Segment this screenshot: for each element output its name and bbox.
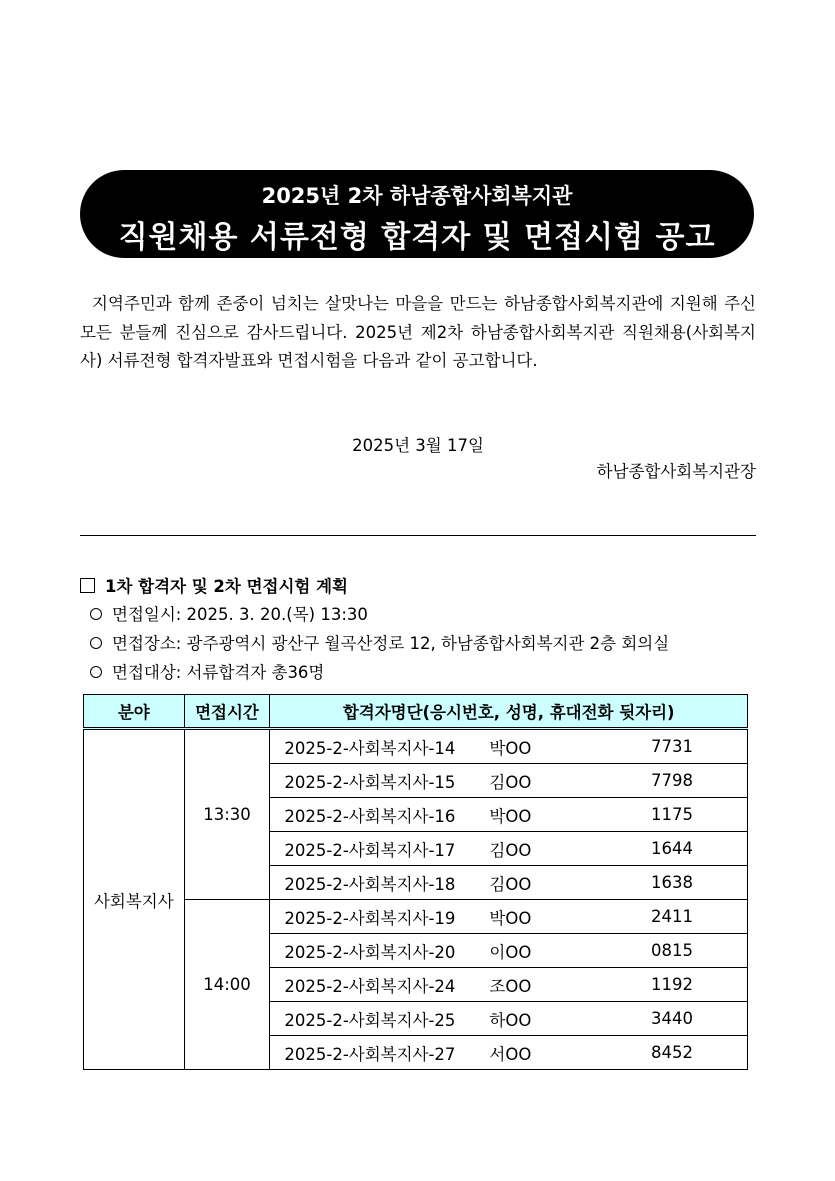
- applicant-cell: [270, 866, 748, 900]
- header-time: 면접시간: [184, 695, 270, 729]
- applicant-phone: 1175: [651, 805, 693, 824]
- circle-bullet-icon: [90, 666, 102, 678]
- applicant-id: 2025-2-사회복지사-16: [284, 806, 456, 826]
- applicant-phone: 1192: [651, 975, 693, 994]
- table-body: [84, 729, 748, 1070]
- applicant-id: 2025-2-사회복지사-19: [284, 908, 456, 928]
- section-heading-text: 1차 합격자 및 2차 면접시험 계획: [105, 577, 348, 596]
- applicant-id: 2025-2-사회복지사-24: [284, 976, 456, 996]
- checkbox-square-icon: [80, 578, 95, 593]
- plan-item-target: [90, 659, 324, 683]
- applicant-phone: 3440: [651, 1009, 693, 1028]
- time-cell: 14:00: [184, 900, 270, 1070]
- plan-item-text: 면접장소: 광주광역시 광산구 월곡산정로 12, 하남종합사회복지관 2층 회의실: [112, 634, 670, 653]
- applicant-id: 2025-2-사회복지사-17: [284, 840, 456, 860]
- applicant-entry: [270, 866, 747, 899]
- applicant-name: 김OO: [489, 772, 532, 792]
- header-list: 합격자명단(응시번호, 성명, 휴대전화 뒷자리): [270, 695, 748, 729]
- applicant-cell: [270, 764, 748, 798]
- field-cell: 사회복지사: [84, 729, 185, 1070]
- title-line-2: 직원채용 서류전형 합격자 및 면접시험 공고: [118, 220, 716, 255]
- applicant-cell: [270, 729, 748, 764]
- applicant-id: 2025-2-사회복지사-15: [284, 772, 456, 792]
- header-field: 분야: [84, 695, 185, 729]
- intro-paragraph: 지역주민과 함께 존중이 넘치는 살맛나는 마을을 만드는 하남종합사회복지관에 지원해 주신 모든 분들께 진심으로 감사드립니다. 2025년 제2차 하남종합사회복지관 직원채용(사회복지사) 서류전형 합격자발표와 면접시험을 다음과 같이 공고합니다.: [80, 294, 756, 370]
- circle-bullet-icon: [90, 637, 102, 649]
- applicant-id: 2025-2-사회복지사-20: [284, 942, 456, 962]
- announcement-date: 2025년 3월 17일: [352, 436, 484, 455]
- applicant-name: 박OO: [489, 738, 532, 758]
- applicant-cell: [270, 832, 748, 866]
- table-header-row: [84, 695, 748, 729]
- applicant-phone: 1644: [651, 839, 693, 858]
- applicant-id: 2025-2-사회복지사-25: [284, 1010, 456, 1030]
- signer-name: 하남종합사회복지관장: [596, 462, 756, 481]
- applicant-phone: 7731: [651, 737, 693, 756]
- applicant-entry: [270, 730, 747, 763]
- applicant-name: 서OO: [489, 1044, 532, 1064]
- plan-item-text: 면접대상: 서류합격자 총36명: [112, 663, 325, 682]
- applicant-cell: [270, 900, 748, 934]
- circle-bullet-icon: [90, 608, 102, 620]
- applicant-name: 박OO: [489, 806, 532, 826]
- applicant-phone: 8452: [651, 1043, 693, 1062]
- applicant-entry: [270, 798, 747, 831]
- applicant-id: 2025-2-사회복지사-14: [284, 738, 456, 758]
- applicant-entry: [270, 832, 747, 865]
- applicant-entry: [270, 764, 747, 797]
- divider: [80, 535, 756, 536]
- title-banner: [80, 170, 754, 258]
- applicant-cell: [270, 1002, 748, 1036]
- applicant-id: 2025-2-사회복지사-27: [284, 1044, 456, 1064]
- plan-item-location: [90, 630, 669, 654]
- plan-item-text: 면접일시: 2025. 3. 20.(목) 13:30: [112, 605, 368, 624]
- applicant-cell: [270, 798, 748, 832]
- table-row: [84, 729, 748, 764]
- applicant-name: 김OO: [489, 874, 532, 894]
- applicant-phone: 7798: [651, 771, 693, 790]
- applicant-entry: [270, 1002, 747, 1035]
- applicant-name: 하OO: [489, 1010, 532, 1030]
- table-row: [84, 900, 748, 934]
- applicant-phone: 1638: [651, 873, 693, 892]
- applicant-table: [83, 694, 748, 1070]
- applicant-id: 2025-2-사회복지사-18: [284, 874, 456, 894]
- applicant-name: 이OO: [489, 942, 532, 962]
- applicant-entry: [270, 968, 747, 1001]
- applicant-name: 조OO: [489, 976, 532, 996]
- applicant-cell: [270, 934, 748, 968]
- applicant-phone: 0815: [651, 941, 693, 960]
- applicant-phone: 2411: [651, 907, 693, 926]
- applicant-entry: [270, 934, 747, 967]
- applicant-entry: [270, 1036, 747, 1069]
- plan-item-datetime: [90, 601, 368, 625]
- applicant-name: 박OO: [489, 908, 532, 928]
- applicant-entry: [270, 900, 747, 933]
- applicant-cell: [270, 1036, 748, 1070]
- applicant-name: 김OO: [489, 840, 532, 860]
- section-heading: [80, 573, 348, 597]
- time-cell: 13:30: [184, 729, 270, 900]
- applicant-cell: [270, 968, 748, 1002]
- title-line-1: 2025년 2차 하남종합사회복지관: [261, 184, 573, 208]
